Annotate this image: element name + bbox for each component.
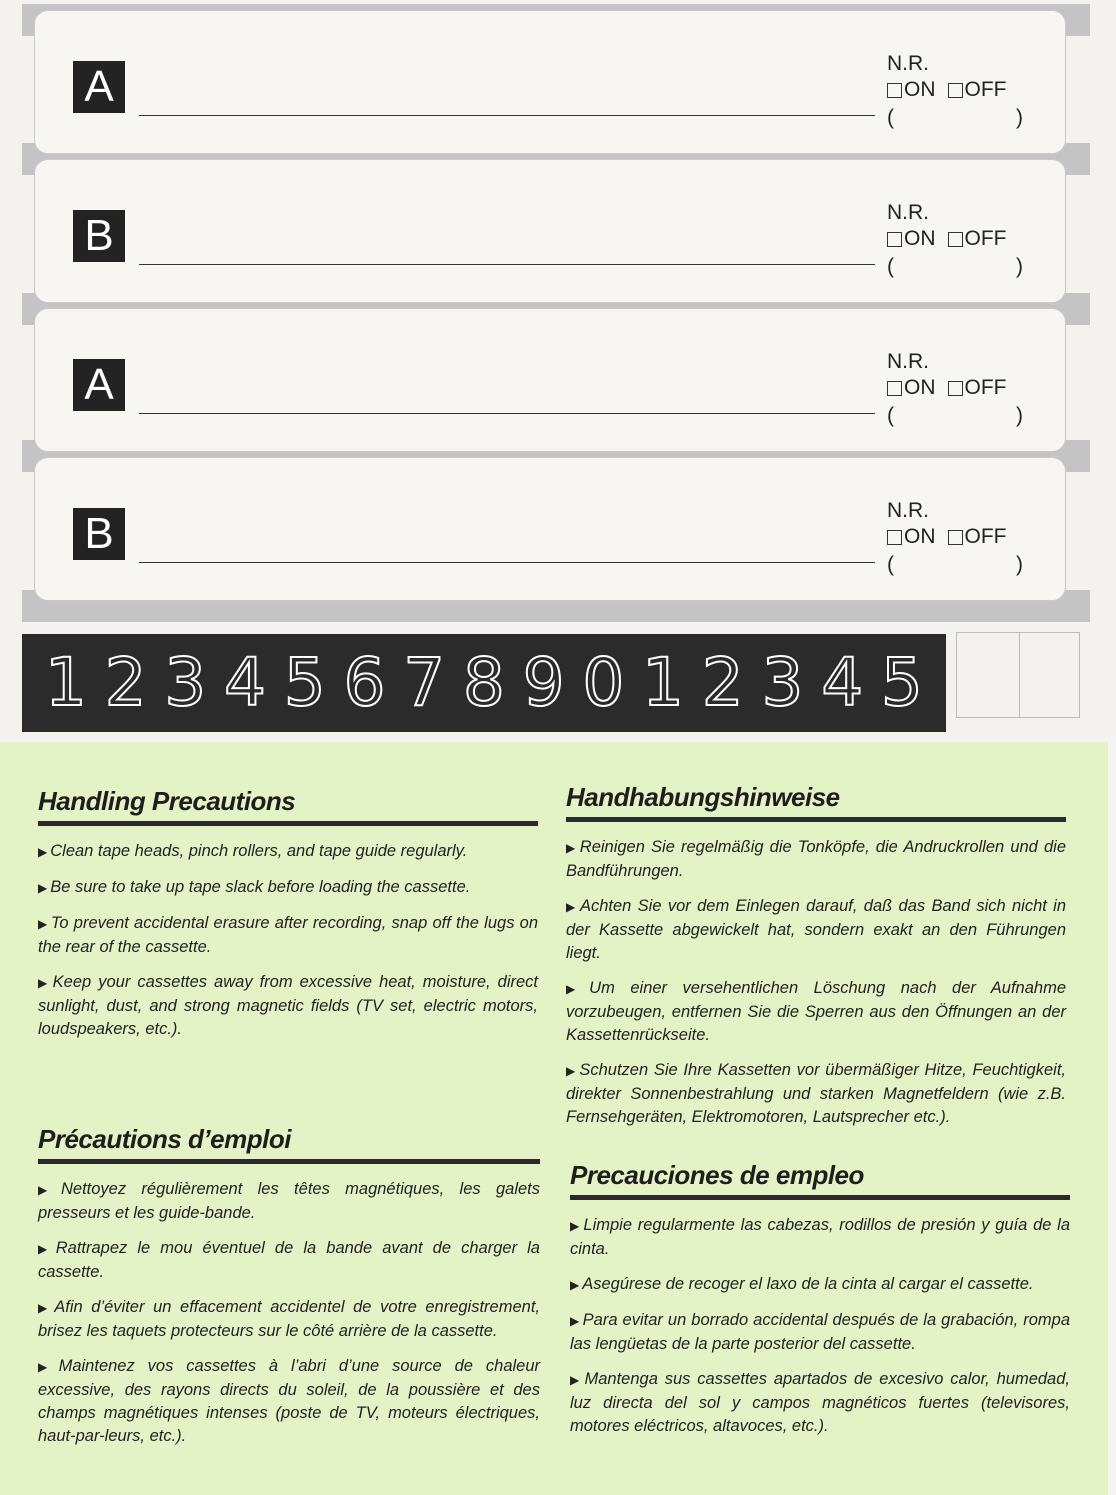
list-item [38, 840, 538, 864]
section-title: Handhabungshinweise [566, 782, 1066, 822]
noise-reduction-block [887, 51, 1057, 131]
track-slot-side-a [34, 10, 1066, 154]
section-english [38, 786, 538, 1053]
list-item [570, 1214, 1070, 1261]
item-text: Be sure to take up tape slack before loading the cassette. [50, 878, 471, 896]
triangle-bullet-icon: ▶ [38, 1242, 53, 1256]
off-label: OFF [964, 78, 1007, 101]
checkbox-icon[interactable] [887, 83, 902, 98]
precaution-list [38, 1178, 540, 1448]
triangle-bullet-icon: ▶ [38, 881, 48, 895]
title-write-line[interactable] [139, 413, 875, 414]
triangle-bullet-icon: ▶ [38, 976, 50, 990]
noise-reduction-block [887, 498, 1057, 578]
list-item [566, 977, 1066, 1047]
section-german [566, 782, 1066, 1141]
title-write-line[interactable] [139, 264, 875, 265]
paren-open: ( [887, 552, 894, 576]
number-digit[interactable]: 4 [821, 644, 864, 721]
noise-reduction-block [887, 349, 1057, 429]
item-text: Mantenga sus cassettes apartados de excesivo calor, humedad, luz directa del sol y campos magnéticos fuertes (televisores, motores eléctricos, altavoces, etc.). [570, 1370, 1070, 1435]
precaution-list [570, 1214, 1070, 1438]
number-digit[interactable]: 5 [880, 644, 923, 721]
triangle-bullet-icon: ▶ [566, 1064, 577, 1078]
triangle-bullet-icon: ▶ [566, 841, 577, 855]
triangle-bullet-icon: ▶ [38, 845, 48, 859]
triangle-bullet-icon: ▶ [570, 1219, 581, 1233]
checkbox-icon[interactable] [887, 232, 902, 247]
number-digit[interactable]: 3 [164, 644, 207, 721]
section-title: Précautions d’emploi [38, 1124, 540, 1164]
list-item [566, 836, 1066, 883]
nr-off-option[interactable] [948, 375, 1007, 401]
counter-parentheses[interactable] [887, 403, 1023, 429]
paren-close: ) [1016, 552, 1023, 576]
item-text: Para evitar un borrado accidental después de la grabación, rompa las lengüetas de la parte posterior del cassette. [570, 1311, 1070, 1353]
triangle-bullet-icon: ▶ [566, 900, 577, 914]
triangle-bullet-icon: ▶ [38, 917, 48, 931]
paren-close: ) [1016, 254, 1023, 278]
triangle-bullet-icon: ▶ [570, 1373, 582, 1387]
number-digit[interactable]: 1 [44, 644, 87, 721]
list-item [38, 912, 538, 959]
track-slot-side-b [34, 457, 1066, 601]
off-label: OFF [964, 376, 1007, 399]
list-item [38, 1237, 540, 1284]
on-label: ON [904, 78, 936, 101]
number-digit[interactable]: 4 [224, 644, 267, 721]
precaution-list [566, 836, 1066, 1129]
side-label: A [73, 61, 125, 113]
section-title: Precauciones de empleo [570, 1160, 1070, 1200]
paren-close: ) [1016, 403, 1023, 427]
item-text: Rattrapez le mou éventuel de la bande avant de charger la cassette. [38, 1239, 540, 1281]
number-digit[interactable]: 1 [642, 644, 685, 721]
label-card [0, 0, 1116, 738]
nr-on-option[interactable] [887, 375, 936, 401]
nr-off-option[interactable] [948, 524, 1007, 550]
nr-off-option[interactable] [948, 226, 1007, 252]
nr-on-option[interactable] [887, 226, 936, 252]
triangle-bullet-icon: ▶ [38, 1301, 52, 1315]
number-digit[interactable]: 5 [283, 644, 326, 721]
item-text: Limpie regularmente las cabezas, rodillos de presión y guía de la cinta. [570, 1216, 1070, 1258]
title-write-line[interactable] [139, 562, 875, 563]
off-label: OFF [964, 227, 1007, 250]
item-text: Achten Sie vor dem Einlegen darauf, daß das Band sich nicht in der Kassette abgewickelt hat, sondern exakt an den Führungen liegt. [566, 897, 1067, 962]
nr-on-option[interactable] [887, 524, 936, 550]
paren-open: ( [887, 403, 894, 427]
item-text: Maintenez vos cassettes à l’abri d’une source de chaleur excessive, des rayons directs du soleil, de la poussière et des champs magnétiques intenses (poste de TV, moteurs électriques, haut-par-leurs, etc.). [38, 1357, 541, 1445]
nr-off-option[interactable] [948, 77, 1007, 103]
triangle-bullet-icon: ▶ [570, 1314, 580, 1328]
item-text: Schutzen Sie Ihre Kassetten vor übermäßiger Hitze, Feuchtigkeit, direkter Sonnenbestrahlung und starken Magnetfeldern (wie z.B. Fernsehgeräten, Elektromotoren, Lautsprecher etc.). [566, 1061, 1066, 1126]
item-text: Nettoyez régulièrement les têtes magnétiques, les galets presseurs et les guide-bande. [38, 1180, 540, 1222]
list-item [38, 1296, 540, 1343]
nr-label: N.R. [887, 350, 929, 373]
noise-reduction-block [887, 200, 1057, 280]
list-item [566, 1059, 1066, 1129]
section-title: Handling Precautions [38, 786, 538, 826]
checkbox-icon[interactable] [948, 232, 963, 247]
number-strip-end-box [956, 632, 1080, 718]
number-strip [22, 634, 946, 732]
triangle-bullet-icon: ▶ [38, 1360, 56, 1374]
paren-close: ) [1016, 105, 1023, 129]
on-label: ON [904, 227, 936, 250]
list-item [570, 1309, 1070, 1356]
on-label: ON [904, 376, 936, 399]
section-spanish [570, 1160, 1070, 1450]
triangle-bullet-icon: ▶ [566, 982, 587, 996]
counter-parentheses[interactable] [887, 105, 1023, 131]
track-slot-side-b [34, 159, 1066, 303]
list-item [566, 895, 1066, 965]
item-text: Asegúrese de recoger el laxo de la cinta al cargar el cassette. [582, 1275, 1034, 1293]
number-digit[interactable]: 2 [104, 644, 147, 721]
side-label: B [73, 210, 125, 262]
counter-parentheses[interactable] [887, 552, 1023, 578]
number-digit[interactable]: 3 [761, 644, 804, 721]
section-french [38, 1124, 540, 1460]
nr-label: N.R. [887, 201, 929, 224]
nr-label: N.R. [887, 52, 929, 75]
paren-open: ( [887, 105, 894, 129]
on-label: ON [904, 525, 936, 548]
number-digit[interactable]: 8 [462, 644, 505, 721]
track-slot-side-a [34, 308, 1066, 452]
number-digit[interactable]: 6 [343, 644, 386, 721]
counter-parentheses[interactable] [887, 254, 1023, 280]
list-item [38, 876, 538, 900]
item-text: To prevent accidental erasure after recording, snap off the lugs on the rear of the cassette. [38, 914, 538, 956]
nr-on-option[interactable] [887, 77, 936, 103]
list-item [570, 1273, 1070, 1297]
number-digit[interactable]: 7 [403, 644, 446, 721]
checkbox-icon[interactable] [887, 381, 902, 396]
checkbox-icon[interactable] [948, 381, 963, 396]
number-digit[interactable]: 2 [701, 644, 744, 721]
paren-open: ( [887, 254, 894, 278]
triangle-bullet-icon: ▶ [38, 1183, 58, 1197]
precaution-list [38, 840, 538, 1041]
triangle-bullet-icon: ▶ [570, 1278, 580, 1292]
checkbox-icon[interactable] [887, 530, 902, 545]
item-text: Um einer versehentlichen Löschung nach der Aufnahme vorzubeugen, entfernen Sie die Sperren aus den Öffnungen an der Kassettenrückseite. [566, 979, 1066, 1044]
list-item [38, 1355, 540, 1448]
number-digit[interactable]: 9 [522, 644, 565, 721]
side-label: A [73, 359, 125, 411]
precautions-card [0, 742, 1108, 1495]
off-label: OFF [964, 525, 1007, 548]
list-item [38, 971, 538, 1041]
title-write-line[interactable] [139, 115, 875, 116]
item-text: Keep your cassettes away from excessive heat, moisture, direct sunlight, dust, and strong magnetic fields (TV set, electric motors, loudspeakers, etc.). [38, 973, 538, 1038]
checkbox-icon[interactable] [948, 83, 963, 98]
item-text: Afin d’éviter un effacement accidentel de votre enregistrement, brisez les taquets protecteurs sur le côté arrière de la cassette. [38, 1298, 540, 1340]
list-item [570, 1368, 1070, 1438]
nr-label: N.R. [887, 499, 929, 522]
item-text: Reinigen Sie regelmäßig die Tonköpfe, die Andruckrollen und die Bandführungen. [566, 838, 1066, 880]
item-text: Clean tape heads, pinch rollers, and tape guide regularly. [50, 842, 468, 860]
number-digit[interactable]: 0 [582, 644, 625, 721]
checkbox-icon[interactable] [948, 530, 963, 545]
side-label: B [73, 508, 125, 560]
list-item [38, 1178, 540, 1225]
